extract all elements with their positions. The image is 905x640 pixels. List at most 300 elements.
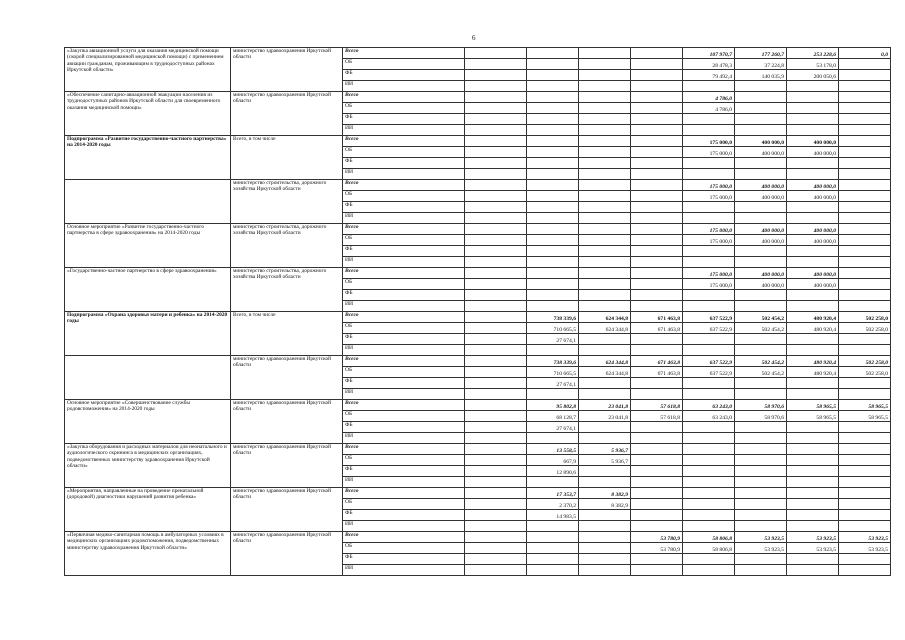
year-value-cell (787, 125, 839, 136)
year-value-cell (735, 81, 787, 92)
year-value-cell (579, 235, 631, 246)
year-value-cell (579, 147, 631, 158)
program-name-cell (65, 356, 231, 400)
funding-source-cell: ИИ (343, 257, 465, 268)
table-row (65, 180, 891, 191)
year-value-cell: 140 035,9 (735, 70, 787, 81)
empty-cell (465, 422, 527, 433)
program-name-cell: «Мероприятия, направленные на проведение пренатальной (дородовой) диагностики нарушений развития ребенка» (65, 488, 231, 532)
year-value-cell (579, 301, 631, 312)
year-value-cell (839, 158, 891, 169)
empty-cell (465, 103, 527, 114)
year-value-cell (839, 521, 891, 532)
year-value-cell: 177 260,7 (735, 48, 787, 59)
year-value-cell (683, 499, 735, 510)
empty-cell (465, 235, 527, 246)
year-value-cell (683, 466, 735, 477)
year-value-cell: 58 965,5 (839, 411, 891, 422)
year-value-cell (787, 477, 839, 488)
year-value-cell (631, 169, 683, 180)
year-value-cell (839, 169, 891, 180)
empty-cell (465, 334, 527, 345)
empty-cell (465, 532, 527, 543)
empty-cell (465, 180, 527, 191)
year-value-cell (839, 246, 891, 257)
year-value-cell: 23 041,8 (579, 400, 631, 411)
year-value-cell (787, 103, 839, 114)
year-value-cell (579, 125, 631, 136)
year-value-cell (735, 565, 787, 576)
year-value-cell (579, 477, 631, 488)
year-value-cell (631, 114, 683, 125)
funding-source-cell: Всего (343, 312, 465, 323)
year-value-cell: 400 000,0 (787, 279, 839, 290)
year-value-cell (735, 554, 787, 565)
funding-source-cell: ФБ (343, 70, 465, 81)
year-value-cell (579, 422, 631, 433)
year-value-cell (579, 554, 631, 565)
year-value-cell (839, 290, 891, 301)
funding-source-cell: Всего (343, 268, 465, 279)
year-value-cell (527, 70, 579, 81)
funding-source-cell: ИИ (343, 565, 465, 576)
year-value-cell (683, 158, 735, 169)
year-value-cell (527, 565, 579, 576)
year-value-cell (787, 246, 839, 257)
year-value-cell (683, 554, 735, 565)
year-value-cell (787, 114, 839, 125)
year-value-cell: 502 454,2 (735, 356, 787, 367)
empty-cell (465, 125, 527, 136)
year-value-cell (839, 224, 891, 235)
year-value-cell (579, 70, 631, 81)
year-value-cell: 637 522,9 (683, 323, 735, 334)
year-value-cell (735, 290, 787, 301)
year-value-cell: 58 965,5 (839, 400, 891, 411)
funding-source-cell: ОБ (343, 279, 465, 290)
empty-cell (465, 554, 527, 565)
funding-source-cell: ОБ (343, 147, 465, 158)
funding-source-cell: ФБ (343, 378, 465, 389)
program-name-cell: «Обеспечение санитарно-авиационной эвакуации населения из труднодоступных районов Иркутской области для своевременного оказания медицинской помощи» (65, 92, 231, 136)
year-value-cell (579, 180, 631, 191)
year-value-cell (787, 455, 839, 466)
funding-source-cell: ФБ (343, 510, 465, 521)
year-value-cell (631, 444, 683, 455)
program-name-cell: Основное мероприятие «Совершенствование службы родовспоможения» на 2014-2020 годы (65, 400, 231, 444)
year-value-cell (631, 202, 683, 213)
year-value-cell (631, 246, 683, 257)
year-value-cell (579, 59, 631, 70)
year-value-cell (631, 433, 683, 444)
year-value-cell: 400 000,0 (735, 136, 787, 147)
funding-source-cell: ФБ (343, 422, 465, 433)
year-value-cell: 27 674,1 (527, 378, 579, 389)
program-name-cell: «Государственно-частное партнерство в сфере здравоохранения» (65, 268, 231, 312)
year-value-cell: 624 344,8 (579, 323, 631, 334)
year-value-cell: 53 923,5 (839, 543, 891, 554)
year-value-cell (527, 147, 579, 158)
year-value-cell: 58 965,5 (787, 400, 839, 411)
year-value-cell (735, 92, 787, 103)
year-value-cell (631, 147, 683, 158)
year-value-cell: 502 454,2 (735, 323, 787, 334)
funding-source-cell: Всего (343, 180, 465, 191)
empty-cell (465, 543, 527, 554)
table-row (65, 48, 891, 59)
empty-cell (465, 466, 527, 477)
year-value-cell (735, 389, 787, 400)
year-value-cell: 5 936,7 (579, 444, 631, 455)
empty-cell (465, 411, 527, 422)
year-value-cell (839, 147, 891, 158)
year-value-cell (631, 422, 683, 433)
year-value-cell (839, 279, 891, 290)
year-value-cell (527, 180, 579, 191)
year-value-cell: 400 000,0 (735, 279, 787, 290)
responsible-cell: министерство здравоохранения Иркутской области (231, 444, 343, 488)
year-value-cell: 738 339,6 (527, 356, 579, 367)
year-value-cell (683, 378, 735, 389)
year-value-cell (735, 301, 787, 312)
year-value-cell (527, 59, 579, 70)
program-name-cell: «Закупка оборудования и расходных материалов для неонатального и аудиологического скрининга в медицинских организациях, подведомственных министерству здравоохранения Иркутской области» (65, 444, 231, 488)
empty-cell (465, 279, 527, 290)
program-name-cell: Подпрограмма «Охрана здоровья матери и ребенка» на 2014-2020 годы (65, 312, 231, 356)
year-value-cell (527, 543, 579, 554)
year-value-cell: 27 674,1 (527, 422, 579, 433)
year-value-cell (631, 455, 683, 466)
year-value-cell: 8 382,9 (579, 499, 631, 510)
year-value-cell (839, 92, 891, 103)
year-value-cell: 53 780,9 (631, 532, 683, 543)
year-value-cell: 253 228,6 (787, 48, 839, 59)
year-value-cell (683, 510, 735, 521)
year-value-cell (787, 433, 839, 444)
year-value-cell (787, 389, 839, 400)
table-row (65, 400, 891, 411)
year-value-cell: 400 000,0 (787, 191, 839, 202)
year-value-cell (631, 378, 683, 389)
year-value-cell (683, 433, 735, 444)
empty-cell (465, 48, 527, 59)
year-value-cell (735, 345, 787, 356)
year-value-cell (683, 169, 735, 180)
funding-source-cell: ОБ (343, 191, 465, 202)
year-value-cell (579, 48, 631, 59)
year-value-cell: 175 000,0 (683, 147, 735, 158)
year-value-cell: 637 522,9 (683, 367, 735, 378)
year-value-cell (683, 389, 735, 400)
year-value-cell (579, 433, 631, 444)
year-value-cell: 27 674,1 (527, 334, 579, 345)
empty-cell (465, 378, 527, 389)
year-value-cell: 710 665,5 (527, 323, 579, 334)
year-value-cell (683, 257, 735, 268)
year-value-cell (735, 103, 787, 114)
year-value-cell: 175 000,0 (683, 279, 735, 290)
year-value-cell (787, 466, 839, 477)
empty-cell (465, 114, 527, 125)
year-value-cell (839, 488, 891, 499)
year-value-cell: 502 258,0 (839, 323, 891, 334)
empty-cell (465, 367, 527, 378)
year-value-cell (683, 521, 735, 532)
year-value-cell: 58 806,8 (683, 532, 735, 543)
year-value-cell (527, 389, 579, 400)
year-value-cell (787, 554, 839, 565)
year-value-cell: 79 492,4 (683, 70, 735, 81)
year-value-cell: 57 618,8 (631, 400, 683, 411)
year-value-cell: 624 344,8 (579, 356, 631, 367)
year-value-cell (787, 444, 839, 455)
year-value-cell (839, 257, 891, 268)
year-value-cell (683, 213, 735, 224)
funding-source-cell: ИИ (343, 389, 465, 400)
year-value-cell (735, 521, 787, 532)
empty-cell (465, 246, 527, 257)
year-value-cell (787, 334, 839, 345)
year-value-cell (579, 378, 631, 389)
empty-cell (465, 301, 527, 312)
year-value-cell (787, 510, 839, 521)
year-value-cell (579, 268, 631, 279)
year-value-cell (631, 235, 683, 246)
year-value-cell (683, 81, 735, 92)
year-value-cell: 107 970,7 (683, 48, 735, 59)
year-value-cell (787, 301, 839, 312)
year-value-cell (527, 279, 579, 290)
year-value-cell: 480 920,4 (787, 323, 839, 334)
year-value-cell (839, 334, 891, 345)
empty-cell (465, 257, 527, 268)
year-value-cell: 58 970,6 (735, 411, 787, 422)
year-value-cell: 502 258,0 (839, 367, 891, 378)
year-value-cell: 5 936,7 (579, 455, 631, 466)
year-value-cell: 480 920,4 (787, 312, 839, 323)
year-value-cell: 710 665,5 (527, 367, 579, 378)
year-value-cell (527, 290, 579, 301)
year-value-cell (787, 92, 839, 103)
year-value-cell (631, 499, 683, 510)
funding-source-cell: ИИ (343, 169, 465, 180)
year-value-cell (527, 92, 579, 103)
budget-table-body (65, 48, 891, 576)
year-value-cell (735, 257, 787, 268)
funding-source-cell: ОБ (343, 103, 465, 114)
year-value-cell (579, 136, 631, 147)
responsible-cell: министерство строительства, дорожного хозяйства Иркутской области (231, 268, 343, 312)
funding-source-cell: ФБ (343, 202, 465, 213)
year-value-cell: 502 454,2 (735, 367, 787, 378)
funding-source-cell: ИИ (343, 521, 465, 532)
year-value-cell: 400 000,0 (787, 180, 839, 191)
program-name-cell: Основное мероприятие «Развитие государственно-частного партнерства в сфере здравоохранения» на 2014-2020 годы (65, 224, 231, 268)
funding-source-cell: ОБ (343, 59, 465, 70)
empty-cell (465, 488, 527, 499)
year-value-cell (527, 114, 579, 125)
year-value-cell (527, 345, 579, 356)
year-value-cell (683, 334, 735, 345)
year-value-cell (579, 92, 631, 103)
year-value-cell: 400 000,0 (735, 268, 787, 279)
year-value-cell (579, 510, 631, 521)
empty-cell (465, 136, 527, 147)
year-value-cell (839, 510, 891, 521)
year-value-cell (579, 345, 631, 356)
year-value-cell (839, 389, 891, 400)
responsible-cell: Всего, в том числе (231, 312, 343, 356)
year-value-cell (787, 499, 839, 510)
year-value-cell: 53 178,0 (787, 59, 839, 70)
year-value-cell (683, 114, 735, 125)
year-value-cell (683, 301, 735, 312)
year-value-cell (527, 235, 579, 246)
year-value-cell (839, 565, 891, 576)
year-value-cell (631, 224, 683, 235)
year-value-cell: 14 983,5 (527, 510, 579, 521)
year-value-cell: 37 224,8 (735, 59, 787, 70)
funding-source-cell: ФБ (343, 290, 465, 301)
year-value-cell (527, 48, 579, 59)
year-value-cell (579, 543, 631, 554)
year-value-cell: 95 802,8 (527, 400, 579, 411)
funding-source-cell: ИИ (343, 433, 465, 444)
year-value-cell: 480 920,4 (787, 367, 839, 378)
funding-source-cell: Всего (343, 444, 465, 455)
year-value-cell: 400 000,0 (735, 191, 787, 202)
year-value-cell (527, 532, 579, 543)
year-value-cell: 175 000,0 (683, 235, 735, 246)
year-value-cell (787, 521, 839, 532)
table-row (65, 356, 891, 367)
year-value-cell: 4 786,0 (683, 92, 735, 103)
responsible-cell: министерство здравоохранения Иркутской области (231, 92, 343, 136)
year-value-cell: 400 000,0 (735, 180, 787, 191)
responsible-cell: министерство строительства, дорожного хозяйства Иркутской области (231, 224, 343, 268)
year-value-cell (787, 378, 839, 389)
year-value-cell (787, 345, 839, 356)
year-value-cell: 53 923,5 (839, 532, 891, 543)
responsible-cell: министерство здравоохранения Иркутской области (231, 356, 343, 400)
year-value-cell (527, 136, 579, 147)
year-value-cell: 175 000,0 (683, 180, 735, 191)
year-value-cell (839, 422, 891, 433)
empty-cell (465, 59, 527, 70)
year-value-cell: 12 890,6 (527, 466, 579, 477)
year-value-cell (683, 422, 735, 433)
year-value-cell: 68 128,7 (527, 411, 579, 422)
funding-source-cell: Всего (343, 400, 465, 411)
year-value-cell: 400 000,0 (787, 224, 839, 235)
empty-cell (465, 389, 527, 400)
empty-cell (465, 81, 527, 92)
empty-cell (465, 455, 527, 466)
year-value-cell (683, 488, 735, 499)
year-value-cell (527, 433, 579, 444)
year-value-cell (631, 290, 683, 301)
empty-cell (465, 224, 527, 235)
year-value-cell: 400 000,0 (735, 147, 787, 158)
year-value-cell (787, 565, 839, 576)
year-value-cell (631, 92, 683, 103)
year-value-cell: 28 478,3 (683, 59, 735, 70)
funding-source-cell: ИИ (343, 301, 465, 312)
funding-source-cell: ФБ (343, 246, 465, 257)
year-value-cell (839, 345, 891, 356)
year-value-cell (839, 70, 891, 81)
year-value-cell (631, 180, 683, 191)
year-value-cell: 400 000,0 (787, 147, 839, 158)
year-value-cell (579, 202, 631, 213)
year-value-cell (839, 103, 891, 114)
year-value-cell (839, 477, 891, 488)
year-value-cell (735, 444, 787, 455)
year-value-cell (787, 422, 839, 433)
year-value-cell (735, 510, 787, 521)
year-value-cell (527, 213, 579, 224)
year-value-cell (579, 290, 631, 301)
year-value-cell (631, 466, 683, 477)
empty-cell (465, 323, 527, 334)
year-value-cell: 667,9 (527, 455, 579, 466)
empty-cell (465, 499, 527, 510)
program-name-cell: «Первичная медико-санитарная помощь в амбулаторных условиях в медицинских организациях родовспоможения, подведомственных министерству здравоохранения Иркутской области» (65, 532, 231, 576)
year-value-cell: 53 780,9 (631, 543, 683, 554)
year-value-cell (735, 125, 787, 136)
funding-source-cell: Всего (343, 48, 465, 59)
year-value-cell: 175 000,0 (683, 136, 735, 147)
year-value-cell (735, 488, 787, 499)
year-value-cell (839, 378, 891, 389)
year-value-cell (631, 488, 683, 499)
year-value-cell (839, 136, 891, 147)
responsible-cell: Всего, в том числе (231, 136, 343, 180)
year-value-cell (527, 257, 579, 268)
funding-source-cell: ОБ (343, 235, 465, 246)
year-value-cell (839, 433, 891, 444)
program-name-cell: «Закупка авиационной услуги для оказания медицинской помощи (скорой специализированной медицинской помощи) с применением авиации гражданам, проживающим в труднодоступных районах Иркутской области» (65, 48, 231, 92)
year-value-cell (631, 136, 683, 147)
year-value-cell (839, 191, 891, 202)
year-value-cell: 53 923,5 (735, 543, 787, 554)
funding-source-cell: Всего (343, 136, 465, 147)
year-value-cell (631, 510, 683, 521)
year-value-cell (839, 202, 891, 213)
year-value-cell (839, 59, 891, 70)
year-value-cell (631, 301, 683, 312)
year-value-cell (839, 125, 891, 136)
funding-source-cell: ИИ (343, 81, 465, 92)
year-value-cell: 57 618,8 (631, 411, 683, 422)
year-value-cell: 480 920,4 (787, 356, 839, 367)
year-value-cell (579, 466, 631, 477)
program-name-cell (65, 180, 231, 224)
year-value-cell: 637 522,9 (683, 356, 735, 367)
year-value-cell (579, 279, 631, 290)
table-row (65, 444, 891, 455)
year-value-cell: 175 000,0 (683, 224, 735, 235)
year-value-cell (683, 202, 735, 213)
year-value-cell (787, 81, 839, 92)
year-value-cell: 17 353,7 (527, 488, 579, 499)
year-value-cell (527, 202, 579, 213)
year-value-cell: 63 243,0 (683, 400, 735, 411)
year-value-cell (735, 169, 787, 180)
table-row (65, 532, 891, 543)
funding-source-cell: ОБ (343, 499, 465, 510)
year-value-cell (839, 81, 891, 92)
